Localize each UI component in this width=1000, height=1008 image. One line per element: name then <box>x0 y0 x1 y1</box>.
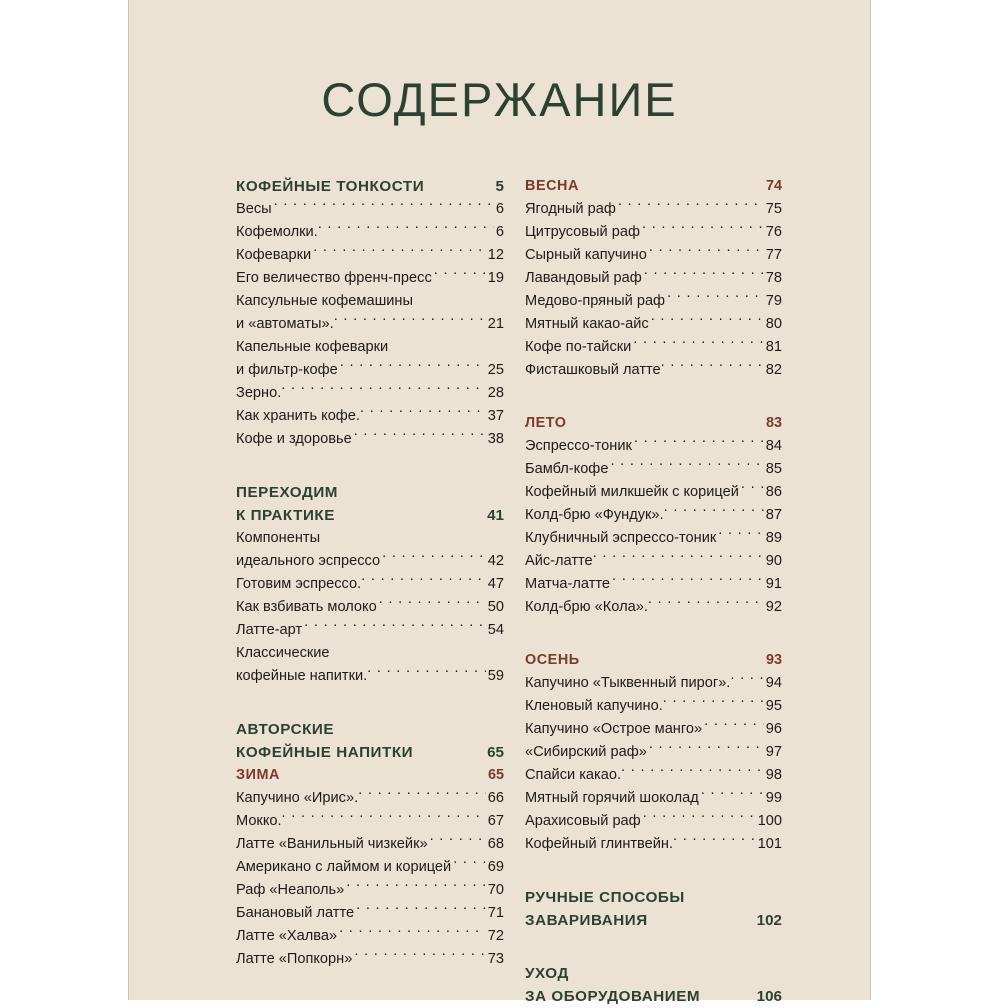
toc-entry-title-line1: Капельные кофеварки <box>236 339 389 355</box>
dot-leader <box>621 764 764 779</box>
toc-entry-row <box>525 695 782 718</box>
toc-entry-title: Зерно. <box>236 385 282 401</box>
section-heading-уход-за-оборудованием[interactable] <box>525 985 782 1008</box>
toc-entry-title: Эспрессо-тоник <box>525 438 632 454</box>
toc-entry-page-number: 50 <box>487 599 504 615</box>
toc-entry-row <box>236 902 504 925</box>
toc-entry-page-number: 87 <box>765 507 782 523</box>
section-heading-переходим-к-практике[interactable] <box>236 504 504 527</box>
toc-entry-title: и фильтр-кофе <box>236 362 338 378</box>
season-heading-зима-page-number: 65 <box>487 767 504 783</box>
toc-entry-row <box>525 527 782 550</box>
dot-leader <box>358 787 486 802</box>
section-gap <box>525 382 782 412</box>
dot-leader <box>453 856 486 871</box>
section-heading-кофейные-тонкости-label: КОФЕЙНЫЕ ТОНКОСТИ <box>236 178 425 195</box>
toc-entry[interactable] <box>525 695 782 718</box>
section-gap <box>525 619 782 649</box>
toc-entry-title: Ягодный раф <box>525 201 616 217</box>
section-heading-уход-за-оборудованием-label: ЗА ОБОРУДОВАНИЕМ <box>525 988 701 1005</box>
section-heading-уход-за-оборудованием-label: УХОД <box>525 965 569 982</box>
toc-section <box>525 886 782 932</box>
section-heading-переходим-к-практике[interactable] <box>236 481 504 504</box>
toc-entry-row <box>525 787 782 810</box>
dot-leader <box>612 573 764 588</box>
toc-entry[interactable] <box>525 481 782 504</box>
section-heading-кофейные-тонкости-page-number: 5 <box>495 178 504 195</box>
dot-leader <box>367 665 486 680</box>
toc-entry[interactable] <box>525 504 782 527</box>
dot-leader <box>334 313 486 328</box>
toc-entry-row <box>525 313 782 336</box>
toc-entry[interactable] <box>236 833 504 856</box>
dot-leader <box>434 267 486 282</box>
section-heading-авторские-кофейные-напитки[interactable] <box>236 741 504 764</box>
dot-leader <box>673 833 756 848</box>
toc-entry-page-number: 84 <box>765 438 782 454</box>
toc-entry[interactable] <box>525 741 782 764</box>
toc-column-left <box>236 175 504 971</box>
section-heading-авторские-кофейные-напитки-label: АВТОРСКИЕ <box>236 721 335 738</box>
toc-entry-row <box>236 428 504 451</box>
toc-entry-title: Айс-латте <box>525 553 593 569</box>
toc-entry[interactable] <box>525 267 782 290</box>
dot-leader <box>360 405 486 420</box>
toc-entry-row <box>525 267 782 290</box>
season-heading-весна[interactable] <box>525 175 782 198</box>
toc-entry[interactable] <box>525 290 782 313</box>
toc-entry[interactable] <box>236 527 504 573</box>
toc-entry-page-number: 70 <box>487 882 504 898</box>
toc-entry-row <box>236 244 504 267</box>
toc-entry-title: Мятный какао-айс <box>525 316 649 332</box>
toc-entry-title: Раф «Неаполь» <box>236 882 345 898</box>
toc-entry-title: Как хранить кофе. <box>236 408 360 424</box>
toc-entry[interactable] <box>525 527 782 550</box>
dot-leader <box>361 573 486 588</box>
toc-entry-page-number: 94 <box>765 675 782 691</box>
toc-entry-row <box>236 221 504 244</box>
dot-leader <box>346 879 486 894</box>
dot-leader <box>618 198 764 213</box>
toc-entry[interactable] <box>525 764 782 787</box>
toc-section <box>525 649 782 856</box>
season-heading-зима-label: ЗИМА <box>236 767 280 783</box>
season-heading-лето[interactable] <box>525 412 782 435</box>
toc-entry[interactable] <box>236 596 504 619</box>
toc-entry-row <box>236 948 504 971</box>
toc-entry-row <box>525 336 782 359</box>
toc-entry-title: Колд-брю «Кола». <box>525 599 648 615</box>
toc-entry-page-number: 90 <box>765 553 782 569</box>
toc-entry[interactable] <box>525 718 782 741</box>
toc-entry-page-number: 42 <box>487 553 504 569</box>
dot-leader <box>382 550 486 565</box>
toc-section <box>525 412 782 619</box>
toc-entry-page-number: 19 <box>487 270 504 286</box>
section-heading-авторские-кофейные-напитки-label: КОФЕЙНЫЕ НАПИТКИ <box>236 744 414 761</box>
toc-entry-page-number: 95 <box>765 698 782 714</box>
toc-page <box>129 0 870 1005</box>
toc-entry-title: Капучино «Ирис». <box>236 790 359 806</box>
toc-entry-page-number: 91 <box>765 576 782 592</box>
toc-entry-row <box>236 879 504 902</box>
toc-entry-title: Кофеварки <box>236 247 312 263</box>
toc-entry-title: Кофейный милкшейк с корицей <box>525 484 739 500</box>
section-heading-авторские-кофейные-напитки-page-number: 65 <box>487 744 504 761</box>
dot-leader <box>282 810 486 825</box>
toc-entry-page-number: 73 <box>487 951 504 967</box>
toc-entry-page-number: 6 <box>495 224 504 240</box>
toc-entry[interactable] <box>236 428 504 451</box>
toc-entry-page-number: 80 <box>765 316 782 332</box>
toc-entry-title: Латте «Халва» <box>236 928 338 944</box>
dot-leader <box>313 244 486 259</box>
toc-entry[interactable] <box>525 787 782 810</box>
toc-entry-row <box>236 665 504 688</box>
toc-entry-row <box>525 596 782 619</box>
season-heading-весна-label: ВЕСНА <box>525 178 579 194</box>
toc-entry-title: Его величество френч-пресс <box>236 270 432 286</box>
toc-entry-title: Банановый латте <box>236 905 355 921</box>
toc-entry-title: Спайси какао. <box>525 767 622 783</box>
dot-leader <box>642 221 764 236</box>
toc-entry-page-number: 67 <box>487 813 504 829</box>
dot-leader <box>340 359 486 374</box>
dot-leader <box>379 596 486 611</box>
toc-entry-title: Арахисовый раф <box>525 813 641 829</box>
toc-entry-title: Матча-латте <box>525 576 611 592</box>
toc-entry[interactable] <box>525 336 782 359</box>
toc-entry[interactable] <box>525 435 782 458</box>
toc-entry-title-line1: Компоненты <box>236 530 321 546</box>
toc-entry-title: Мокко. <box>236 813 282 829</box>
toc-entry-row <box>525 359 782 382</box>
section-gap <box>525 932 782 962</box>
toc-entry-page-number: 38 <box>487 431 504 447</box>
toc-entry[interactable] <box>236 948 504 971</box>
dot-leader <box>634 435 764 450</box>
toc-entry[interactable] <box>525 573 782 596</box>
section-heading-уход-за-оборудованием[interactable] <box>525 962 782 985</box>
toc-section <box>236 481 504 688</box>
season-heading-осень[interactable] <box>525 649 782 672</box>
toc-entry-page-number: 86 <box>765 484 782 500</box>
dot-leader <box>664 504 764 519</box>
toc-entry-row <box>236 267 504 290</box>
toc-entry-row <box>525 198 782 221</box>
toc-entry-page-number: 59 <box>487 668 504 684</box>
toc-entry-page-number: 72 <box>487 928 504 944</box>
toc-entry-row <box>236 856 504 879</box>
toc-entry[interactable] <box>525 198 782 221</box>
season-heading-зима[interactable] <box>236 764 504 787</box>
toc-entry[interactable] <box>236 810 504 833</box>
dot-leader <box>644 267 764 282</box>
toc-entry-title: кофейные напитки. <box>236 668 368 684</box>
dot-leader <box>741 481 764 496</box>
toc-entry-page-number: 100 <box>757 813 782 829</box>
dot-leader <box>651 313 764 328</box>
toc-entry-row <box>525 741 782 764</box>
toc-entry-page-number: 6 <box>495 201 504 217</box>
toc-entry-row <box>236 198 504 221</box>
toc-section <box>525 962 782 1008</box>
toc-entry-title: и «автоматы». <box>236 316 334 332</box>
toc-entry-page-number: 47 <box>487 576 504 592</box>
dot-leader <box>701 787 764 802</box>
toc-entry[interactable] <box>236 573 504 596</box>
toc-entry-title: Готовим эспрессо. <box>236 576 362 592</box>
toc-entry-title: Кофейный глинтвейн. <box>525 836 674 852</box>
toc-entry-page-number: 68 <box>487 836 504 852</box>
toc-entry-row <box>525 290 782 313</box>
toc-entry-title: Медово-пряный раф <box>525 293 666 309</box>
toc-entry[interactable] <box>236 382 504 405</box>
dot-leader <box>274 198 494 213</box>
toc-entry-page-number: 25 <box>487 362 504 378</box>
dot-leader <box>649 741 764 756</box>
dot-leader <box>667 290 764 305</box>
toc-entry-title: Американо с лаймом и корицей <box>236 859 452 875</box>
toc-entry-page-number: 97 <box>765 744 782 760</box>
toc-entry-row <box>236 550 504 573</box>
toc-section <box>236 718 504 971</box>
dot-leader <box>610 458 763 473</box>
toc-entry-page-number: 85 <box>765 461 782 477</box>
toc-entry[interactable] <box>525 596 782 619</box>
toc-entry-title-line1: Капсульные кофемашины <box>236 293 413 309</box>
toc-entry[interactable] <box>525 244 782 267</box>
season-heading-осень-label: ОСЕНЬ <box>525 652 580 668</box>
toc-entry-title: Кофемолки. <box>236 224 318 240</box>
toc-entry[interactable] <box>236 405 504 428</box>
section-heading-ручные-способы-заваривания-label: ЗАВАРИВАНИЯ <box>525 912 648 929</box>
page-title: СОДЕРЖАНИЕ <box>321 73 678 126</box>
toc-entry-row <box>525 458 782 481</box>
toc-entry-title: «Сибирский раф» <box>525 744 647 760</box>
toc-entry-row <box>525 810 782 833</box>
toc-entry-row <box>236 405 504 428</box>
toc-entry-title: Фисташковый латте <box>525 362 661 378</box>
dot-leader <box>593 550 764 565</box>
toc-entry[interactable] <box>525 550 782 573</box>
toc-entry-title: Латте «Ванильный чизкейк» <box>236 836 428 852</box>
section-heading-ручные-способы-заваривания-label: РУЧНЫЕ СПОСОБЫ <box>525 889 685 906</box>
toc-entry-title-line1: Классические <box>236 645 330 661</box>
toc-entry-row <box>525 504 782 527</box>
toc-entry-page-number: 37 <box>487 408 504 424</box>
toc-entry[interactable] <box>236 221 504 244</box>
toc-entry[interactable] <box>525 672 782 695</box>
toc-entry-page-number: 12 <box>487 247 504 263</box>
section-heading-переходим-к-практике-label: К ПРАКТИКЕ <box>236 507 335 524</box>
toc-entry-title: Клубничный эспрессо-тоник <box>525 530 717 546</box>
toc-entry-page-number: 75 <box>765 201 782 217</box>
toc-entry[interactable] <box>236 925 504 948</box>
dot-leader <box>663 695 764 710</box>
toc-entry-page-number: 79 <box>765 293 782 309</box>
section-heading-переходим-к-практике-label: ПЕРЕХОДИМ <box>236 484 338 501</box>
section-heading-кофейные-тонкости[interactable] <box>236 175 504 198</box>
dot-leader <box>718 527 764 542</box>
toc-entry[interactable] <box>236 267 504 290</box>
toc-entry[interactable] <box>525 221 782 244</box>
toc-entry[interactable] <box>236 642 504 688</box>
toc-entry[interactable] <box>236 902 504 925</box>
dot-leader <box>304 619 486 634</box>
dot-leader <box>649 244 764 259</box>
section-heading-ручные-способы-заваривания-page-number: 102 <box>756 912 782 929</box>
toc-entry[interactable] <box>236 787 504 810</box>
toc-entry-title: Цитрусовый раф <box>525 224 640 240</box>
toc-entry-title: Кленовый капучино. <box>525 698 663 714</box>
section-gap <box>236 688 504 718</box>
toc-entry-title: Кофе и здоровье <box>236 431 352 447</box>
toc-entry-page-number: 21 <box>487 316 504 332</box>
toc-entry-row <box>236 810 504 833</box>
toc-entry-row <box>236 573 504 596</box>
toc-entry-row <box>236 925 504 948</box>
dot-leader <box>281 382 485 397</box>
dot-leader <box>643 810 756 825</box>
toc-entry-row <box>236 787 504 810</box>
season-heading-лето-label: ЛЕТО <box>525 415 567 431</box>
toc-entry[interactable] <box>525 359 782 382</box>
toc-entry-row <box>236 382 504 405</box>
toc-entry-page-number: 96 <box>765 721 782 737</box>
toc-entry[interactable] <box>525 810 782 833</box>
toc-entry-row <box>525 221 782 244</box>
toc-entry-row <box>236 619 504 642</box>
toc-entry-page-number: 69 <box>487 859 504 875</box>
toc-entry-title: Латте «Попкорн» <box>236 951 353 967</box>
toc-entry-title: Бамбл-кофе <box>525 461 609 477</box>
toc-entry-title: Капучино «Острое манго» <box>525 721 703 737</box>
toc-entry-title: Капучино «Тыквенный пирог». <box>525 675 731 691</box>
toc-entry-row <box>525 764 782 787</box>
toc-entry-row <box>236 833 504 856</box>
toc-entry-row <box>236 359 504 382</box>
dot-leader <box>430 833 486 848</box>
toc-entry-row <box>236 313 504 336</box>
toc-section <box>525 175 782 382</box>
toc-entry-title: Как взбивать молоко <box>236 599 377 615</box>
toc-entry-page-number: 98 <box>765 767 782 783</box>
toc-entry-row <box>525 550 782 573</box>
toc-entry-row <box>525 244 782 267</box>
toc-entry-row <box>525 672 782 695</box>
toc-entry[interactable] <box>236 856 504 879</box>
toc-entry-row <box>525 435 782 458</box>
dot-leader <box>661 359 764 374</box>
toc-entry-page-number: 28 <box>487 385 504 401</box>
dot-leader <box>339 925 486 940</box>
toc-entry[interactable] <box>525 313 782 336</box>
toc-entry[interactable] <box>236 198 504 221</box>
season-heading-лето-page-number: 83 <box>765 415 782 431</box>
section-gap <box>236 451 504 481</box>
toc-entry-title: Весы <box>236 201 272 217</box>
toc-entry-title: Кофе по-тайски <box>525 339 632 355</box>
toc-entry-page-number: 66 <box>487 790 504 806</box>
section-heading-авторские-кофейные-напитки[interactable] <box>236 718 504 741</box>
toc-entry[interactable] <box>525 458 782 481</box>
season-heading-осень-page-number: 93 <box>765 652 782 668</box>
toc-entry-title: Мятный горячий шоколад <box>525 790 699 806</box>
toc-entry-title: идеального эспрессо <box>236 553 381 569</box>
dot-leader <box>354 428 486 443</box>
dot-leader <box>356 902 486 917</box>
toc-entry-page-number: 89 <box>765 530 782 546</box>
toc-entry[interactable] <box>236 244 504 267</box>
toc-entry-title: Колд-брю «Фундук». <box>525 507 664 523</box>
dot-leader <box>633 336 763 351</box>
toc-section <box>236 175 504 451</box>
dot-leader <box>704 718 764 733</box>
toc-entry-row <box>236 596 504 619</box>
toc-entry-page-number: 77 <box>765 247 782 263</box>
toc-entry-page-number: 71 <box>487 905 504 921</box>
dot-leader <box>354 948 485 963</box>
toc-entry-page-number: 99 <box>765 790 782 806</box>
dot-leader <box>318 221 494 236</box>
toc-entry[interactable] <box>236 336 504 382</box>
toc-entry[interactable] <box>236 290 504 336</box>
section-gap <box>525 856 782 886</box>
toc-entry-title: Сырный капучино <box>525 247 647 263</box>
toc-entry-row <box>525 833 782 856</box>
toc-entry-page-number: 92 <box>765 599 782 615</box>
toc-entry[interactable] <box>525 833 782 856</box>
toc-column-right <box>525 175 782 1008</box>
toc-entry-row <box>525 718 782 741</box>
dot-leader <box>648 596 764 611</box>
section-heading-ручные-способы-заваривания[interactable] <box>525 909 782 932</box>
toc-entry-page-number: 101 <box>757 836 782 852</box>
section-heading-уход-за-оборудованием-page-number: 106 <box>756 988 782 1005</box>
toc-entry-row <box>525 573 782 596</box>
toc-entry[interactable] <box>236 879 504 902</box>
toc-entry-page-number: 76 <box>765 224 782 240</box>
section-heading-переходим-к-практике-page-number: 41 <box>487 507 504 524</box>
toc-entry-page-number: 82 <box>765 362 782 378</box>
toc-entry-title: Лавандовый раф <box>525 270 642 286</box>
toc-entry-page-number: 54 <box>487 622 504 638</box>
toc-entry[interactable] <box>236 619 504 642</box>
toc-entry-title: Латте-арт <box>236 622 303 638</box>
season-heading-весна-page-number: 74 <box>765 178 782 194</box>
toc-entry-row <box>525 481 782 504</box>
toc-entry-page-number: 81 <box>765 339 782 355</box>
section-heading-ручные-способы-заваривания[interactable] <box>525 886 782 909</box>
toc-entry-page-number: 78 <box>765 270 782 286</box>
dot-leader <box>730 672 763 687</box>
